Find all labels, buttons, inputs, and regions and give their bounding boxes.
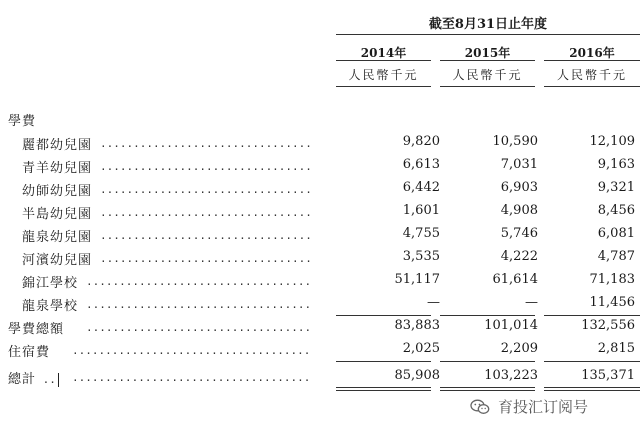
leader-dots: ..: [36, 373, 56, 386]
boarding-2016: 2,815: [597, 341, 635, 356]
unit-rule-2016: [544, 86, 640, 87]
double-rule-top-2015: [440, 387, 535, 388]
value-youshi-2015: 6,903: [500, 180, 538, 195]
subtotal-2014: 83,883: [394, 318, 440, 333]
text-cursor: [58, 373, 59, 387]
total-2015: 103,223: [484, 368, 538, 383]
value-bandao-2014: 1,601: [402, 203, 440, 218]
leader-dots: ................................: [100, 137, 312, 150]
value-longquan-school-2015: —: [525, 295, 538, 310]
leader-dots: ................................: [100, 252, 312, 265]
total-2016: 135,371: [581, 368, 635, 383]
value-bandao-2016: 8,456: [597, 203, 635, 218]
leader-dots: ..................................: [86, 321, 312, 334]
leader-dots: ................................: [100, 229, 312, 242]
subtotal-2015: 101,014: [484, 318, 538, 333]
column-year-2014: 2014年: [360, 46, 407, 60]
value-hebin-2014: 3,535: [402, 249, 440, 264]
total-rule-2014: [336, 361, 431, 362]
value-longquan-kg-2015: 5,746: [500, 226, 538, 241]
column-rule-2015: [440, 60, 535, 61]
value-qingyang-2015: 7,031: [500, 157, 538, 172]
double-rule-top-2014: [336, 387, 431, 388]
leader-dots: ................................: [100, 183, 312, 196]
row-label-youshi: 幼師幼兒園: [22, 184, 93, 199]
row-label-longquan-school: 龍泉學校: [22, 299, 79, 314]
leader-dots: ................................: [100, 206, 312, 219]
boarding-2015: 2,209: [500, 341, 538, 356]
subtotal-rule-2015: [440, 315, 535, 316]
row-label-qingyang: 青羊幼兒園: [22, 161, 93, 176]
leader-dots: ....................................: [72, 371, 311, 384]
total-rule-2015: [440, 361, 535, 362]
total-2014: 85,908: [394, 368, 440, 383]
row-label-bandao: 半島幼兒園: [22, 207, 93, 222]
subtotal-rule-2016: [544, 315, 640, 316]
column-unit-2016: 人民幣千元: [556, 68, 627, 82]
value-longquan-school-2016: 11,456: [589, 295, 635, 310]
watermark-text: 育投汇订阅号: [498, 398, 589, 416]
value-longquan-kg-2014: 4,755: [402, 226, 440, 241]
unit-rule-2015: [440, 86, 535, 87]
wechat-icon: [470, 399, 490, 415]
header-top-rule: [336, 34, 640, 35]
value-youshi-2016: 9,321: [597, 180, 635, 195]
period-caption: 截至8月31日止年度: [428, 17, 548, 32]
value-bandao-2015: 4,908: [500, 203, 538, 218]
value-youshi-2014: 6,442: [402, 180, 440, 195]
value-lidu-2014: 9,820: [402, 134, 440, 149]
subtotal-rule-2014: [336, 315, 431, 316]
row-label-hebin: 河濱幼兒園: [22, 253, 93, 268]
double-rule-bottom-2015: [440, 390, 535, 391]
leader-dots: ................................: [100, 160, 312, 173]
double-rule-top-2016: [544, 387, 640, 388]
total-label: [8, 368, 59, 387]
section-title: 學費: [8, 114, 37, 129]
value-jinjiang-2014: 51,117: [394, 272, 440, 287]
boarding-label: 住宿費: [8, 345, 51, 360]
leader-dots: ..................................: [86, 275, 312, 288]
column-unit-2015: 人民幣千元: [452, 68, 523, 82]
double-rule-bottom-2014: [336, 390, 431, 391]
double-rule-bottom-2016: [544, 390, 640, 391]
watermark: [470, 396, 588, 417]
total-rule-2016: [544, 361, 640, 362]
boarding-2014: 2,025: [402, 341, 440, 356]
value-jinjiang-2015: 61,614: [492, 272, 538, 287]
row-label-longquan-kg: 龍泉幼兒園: [22, 230, 93, 245]
value-qingyang-2016: 9,163: [597, 157, 635, 172]
value-longquan-kg-2016: 6,081: [597, 226, 635, 241]
column-year-2016: 2016年: [569, 46, 615, 60]
column-year-2015: 2015年: [464, 46, 511, 60]
leader-dots: ..................................: [86, 298, 312, 311]
subtotal-2016: 132,556: [581, 318, 635, 333]
value-qingyang-2014: 6,613: [402, 157, 440, 172]
row-label-lidu: 麗都幼兒園: [22, 138, 93, 153]
leader-dots: ....................................: [72, 344, 311, 357]
value-longquan-school-2014: —: [427, 295, 440, 310]
column-unit-2014: 人民幣千元: [348, 68, 419, 82]
row-label-jinjiang: 錦江學校: [22, 276, 79, 291]
total-label-text: 總計: [8, 372, 37, 387]
subtotal-label: 學費總額: [8, 322, 65, 337]
value-jinjiang-2016: 71,183: [589, 272, 635, 287]
value-hebin-2015: 4,222: [500, 249, 538, 264]
value-lidu-2015: 10,590: [492, 134, 538, 149]
unit-rule-2014: [336, 86, 431, 87]
column-rule-2016: [544, 60, 640, 61]
value-hebin-2016: 4,787: [597, 249, 635, 264]
value-lidu-2016: 12,109: [589, 134, 635, 149]
column-rule-2014: [336, 60, 431, 61]
